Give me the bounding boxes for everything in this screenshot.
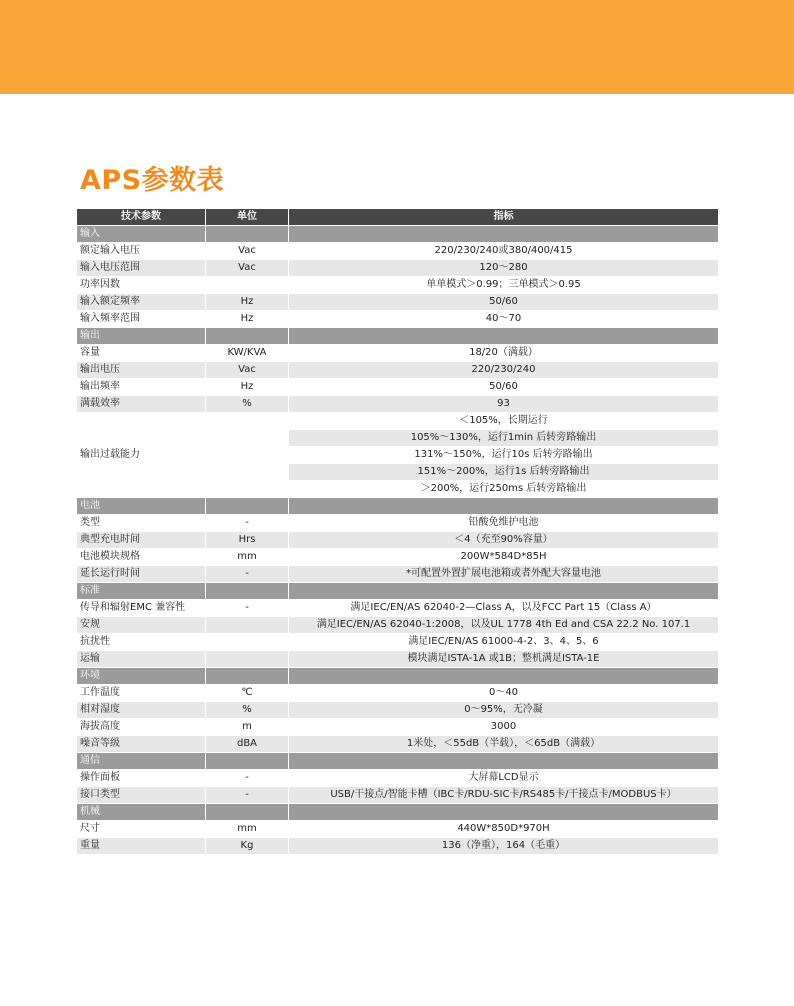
param-cell: 重量 xyxy=(77,838,206,855)
value-cell: 220/230/240或380/400/415 xyxy=(289,243,719,260)
section-label: 电池 xyxy=(77,498,206,515)
param-cell: 满载效率 xyxy=(77,396,206,413)
section-label: 通信 xyxy=(77,753,206,770)
table-row xyxy=(77,651,719,668)
page-title: APS参数表 xyxy=(80,165,225,196)
value-cell: ＜105%，长期运行 xyxy=(289,413,719,430)
unit-cell: % xyxy=(206,702,289,719)
section-row-battery xyxy=(77,498,719,515)
param-cell: 尺寸 xyxy=(77,821,206,838)
section-label: 输出 xyxy=(77,328,206,345)
value-cell: 105%～130%，运行1min 后转旁路输出 xyxy=(289,430,719,447)
value-cell: ＞200%，运行250ms 后转旁路输出 xyxy=(289,481,719,498)
section-filler xyxy=(206,328,289,345)
section-filler xyxy=(289,498,719,515)
section-row-comm xyxy=(77,753,719,770)
value-cell: 220/230/240 xyxy=(289,362,719,379)
table-row xyxy=(77,685,719,702)
section-filler xyxy=(206,804,289,821)
table-header-row xyxy=(77,209,719,226)
value-cell: USB/干接点/智能卡槽（IBC卡/RDU-SIC卡/RS485卡/干接点卡/MODBUS卡） xyxy=(289,787,719,804)
value-cell: 40～70 xyxy=(289,311,719,328)
unit-cell: Kg xyxy=(206,838,289,855)
table-row xyxy=(77,838,719,855)
table-row xyxy=(77,634,719,651)
value-cell: 120～280 xyxy=(289,260,719,277)
param-cell: 输入电压范围 xyxy=(77,260,206,277)
value-cell: 50/60 xyxy=(289,379,719,396)
section-label: 输入 xyxy=(77,226,206,243)
section-label: 标准 xyxy=(77,583,206,600)
param-cell: 安规 xyxy=(77,617,206,634)
value-cell: 单单模式＞0.99；三单模式＞0.95 xyxy=(289,277,719,294)
value-cell: 铅酸免维护电池 xyxy=(289,515,719,532)
param-cell: 传导和辐射EMC 兼容性 xyxy=(77,600,206,617)
table-row xyxy=(77,396,719,413)
section-filler xyxy=(206,583,289,600)
section-filler xyxy=(206,753,289,770)
value-cell: 0～40 xyxy=(289,685,719,702)
unit-cell: - xyxy=(206,515,289,532)
table-row xyxy=(77,821,719,838)
table-row xyxy=(77,549,719,566)
unit-cell: KW/KVA xyxy=(206,345,289,362)
unit-cell: % xyxy=(206,396,289,413)
table-row xyxy=(77,702,719,719)
param-cell: 延长运行时间 xyxy=(77,566,206,583)
unit-cell: - xyxy=(206,787,289,804)
table-row xyxy=(77,413,719,430)
value-cell: 93 xyxy=(289,396,719,413)
header-spec: 指标 xyxy=(289,209,719,226)
value-cell: 0～95%，无冷凝 xyxy=(289,702,719,719)
value-cell: 200W*584D*85H xyxy=(289,549,719,566)
param-cell: 相对湿度 xyxy=(77,702,206,719)
table-row xyxy=(77,770,719,787)
table-row xyxy=(77,277,719,294)
section-row-standard xyxy=(77,583,719,600)
section-label: 机械 xyxy=(77,804,206,821)
section-filler xyxy=(289,668,719,685)
table-row xyxy=(77,243,719,260)
unit-cell xyxy=(206,277,289,294)
param-cell: 输出电压 xyxy=(77,362,206,379)
unit-cell xyxy=(206,413,289,498)
unit-cell: Hz xyxy=(206,294,289,311)
value-cell: 满足IEC/EN/AS 61000-4-2、3、4、5、6 xyxy=(289,634,719,651)
unit-cell: mm xyxy=(206,821,289,838)
param-cell: 输入额定频率 xyxy=(77,294,206,311)
param-cell: 典型充电时间 xyxy=(77,532,206,549)
param-cell: 工作温度 xyxy=(77,685,206,702)
param-cell: 运输 xyxy=(77,651,206,668)
table-row xyxy=(77,294,719,311)
value-cell: 满足IEC/EN/AS 62040-1:2008，以及UL 1778 4th Ed and CSA 22.2 No. 107.1 xyxy=(289,617,719,634)
table-body xyxy=(77,226,719,855)
value-cell: ＜4（充至90%容量） xyxy=(289,532,719,549)
unit-cell: - xyxy=(206,770,289,787)
unit-cell xyxy=(206,651,289,668)
section-row-output xyxy=(77,328,719,345)
param-cell: 功率因数 xyxy=(77,277,206,294)
section-row-mechanical xyxy=(77,804,719,821)
unit-cell: m xyxy=(206,719,289,736)
table-row xyxy=(77,311,719,328)
unit-cell: mm xyxy=(206,549,289,566)
table-row xyxy=(77,787,719,804)
unit-cell: Hz xyxy=(206,311,289,328)
unit-cell: Vac xyxy=(206,362,289,379)
table-row xyxy=(77,617,719,634)
table-row xyxy=(77,532,719,549)
param-cell: 海拔高度 xyxy=(77,719,206,736)
section-filler xyxy=(289,583,719,600)
table-row xyxy=(77,719,719,736)
unit-cell: - xyxy=(206,600,289,617)
param-cell: 额定输入电压 xyxy=(77,243,206,260)
unit-cell xyxy=(206,617,289,634)
param-cell: 输出频率 xyxy=(77,379,206,396)
section-filler xyxy=(206,498,289,515)
param-cell: 操作面板 xyxy=(77,770,206,787)
value-cell: *可配置外置扩展电池箱或者外配大容量电池 xyxy=(289,566,719,583)
param-cell: 噪音等级 xyxy=(77,736,206,753)
unit-cell: ℃ xyxy=(206,685,289,702)
table-row xyxy=(77,379,719,396)
header-param: 技术参数 xyxy=(77,209,206,226)
unit-cell: Hrs xyxy=(206,532,289,549)
section-filler xyxy=(206,226,289,243)
table-row xyxy=(77,345,719,362)
value-cell: 151%～200%，运行1s 后转旁路输出 xyxy=(289,464,719,481)
value-cell: 满足IEC/EN/AS 62040-2—Class A，以及FCC Part 15（Class A） xyxy=(289,600,719,617)
value-cell: 440W*850D*970H xyxy=(289,821,719,838)
param-cell: 抗扰性 xyxy=(77,634,206,651)
value-cell: 131%～150%，运行10s 后转旁路输出 xyxy=(289,447,719,464)
top-banner xyxy=(0,0,794,94)
section-filler xyxy=(289,804,719,821)
section-filler xyxy=(289,328,719,345)
table-row xyxy=(77,362,719,379)
param-cell: 输入频率范围 xyxy=(77,311,206,328)
unit-cell: dBA xyxy=(206,736,289,753)
section-row-input xyxy=(77,226,719,243)
value-cell: 1米处，＜55dB（半载），＜65dB（满载） xyxy=(289,736,719,753)
section-filler xyxy=(289,226,719,243)
section-label: 环境 xyxy=(77,668,206,685)
table-row xyxy=(77,600,719,617)
spec-table xyxy=(76,208,719,855)
table-row xyxy=(77,566,719,583)
unit-cell: Vac xyxy=(206,243,289,260)
value-cell: 模块满足ISTA-1A 或1B；整机满足ISTA-1E xyxy=(289,651,719,668)
unit-cell xyxy=(206,634,289,651)
unit-cell: Hz xyxy=(206,379,289,396)
value-cell: 大屏幕LCD显示 xyxy=(289,770,719,787)
header-unit: 单位 xyxy=(206,209,289,226)
section-filler xyxy=(206,668,289,685)
section-row-environment xyxy=(77,668,719,685)
section-filler xyxy=(289,753,719,770)
value-cell: 136（净重），164（毛重） xyxy=(289,838,719,855)
param-cell: 电池模块规格 xyxy=(77,549,206,566)
table-row xyxy=(77,260,719,277)
table-row xyxy=(77,515,719,532)
param-cell: 类型 xyxy=(77,515,206,532)
unit-cell: Vac xyxy=(206,260,289,277)
table-row xyxy=(77,736,719,753)
value-cell: 50/60 xyxy=(289,294,719,311)
value-cell: 3000 xyxy=(289,719,719,736)
param-cell: 接口类型 xyxy=(77,787,206,804)
unit-cell: - xyxy=(206,566,289,583)
param-cell: 输出过载能力 xyxy=(77,413,206,498)
value-cell: 18/20（满载） xyxy=(289,345,719,362)
param-cell: 容量 xyxy=(77,345,206,362)
